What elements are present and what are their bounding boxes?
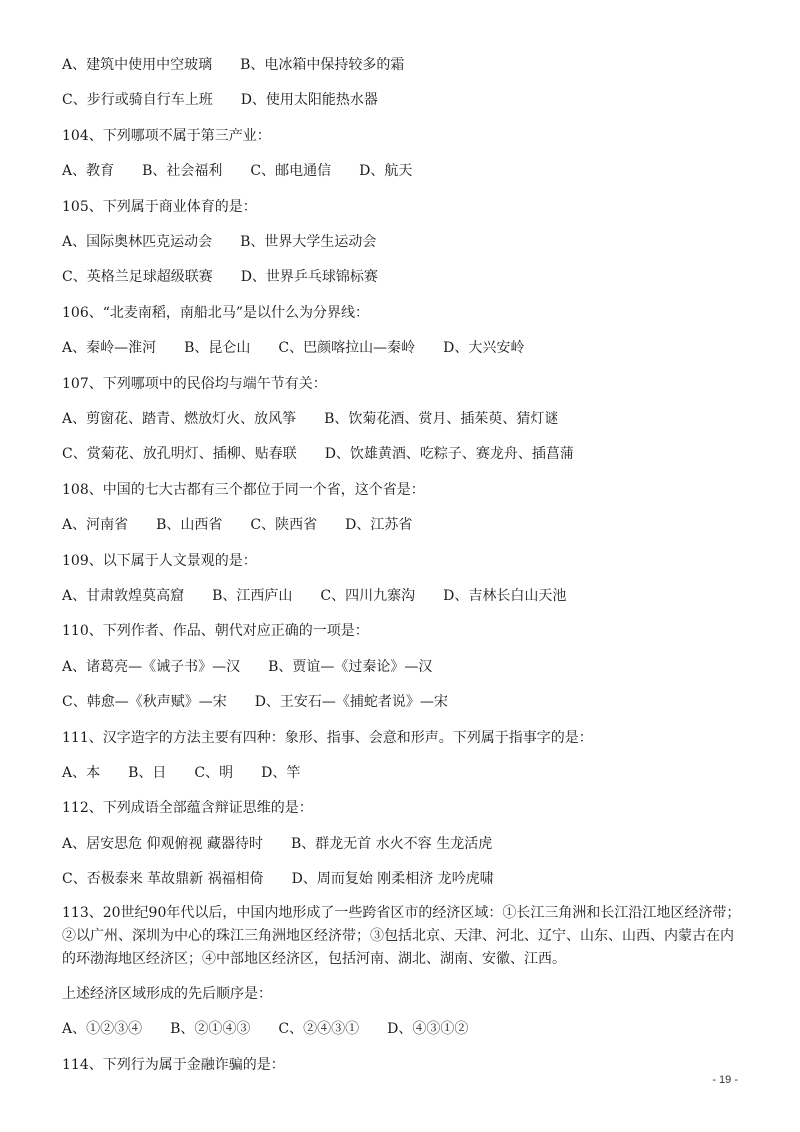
q112-stem: 112、下列成语全部蕴含辩证思维的是： xyxy=(62,800,313,816)
q105-stem: 105、下列属于商业体育的是： xyxy=(62,199,257,215)
page-number: - 19 - xyxy=(712,1074,738,1086)
q104-options: A、教育 B、社会福利 C、邮电通信 D、航天 xyxy=(62,163,413,179)
q114-stem: 114、下列行为属于金融诈骗的是： xyxy=(62,1057,285,1073)
q113-stem: 113、20世纪90年代以后，中国内地形成了一些跨省区市的经济区域：①长江三角洲和长江沿江地区经济带；②以广州、深圳为中心的珠江三角洲地区经济带；③包括北京、天津、河北、辽宁、山东、山西、内蒙古在内的环渤海地区经济区；④中部地区经济区，包括河南、湖北、湖南、安徽、江西。 xyxy=(62,905,741,967)
q104-stem: 104、下列哪项不属于第三产业： xyxy=(62,128,271,144)
q105-options-cd: C、英格兰足球超级联赛 D、世界乒乓球锦标赛 xyxy=(62,269,378,285)
q106-stem: 106、“北麦南稻，南船北马”是以什么为分界线： xyxy=(62,305,370,321)
q106-options: A、秦岭—淮河 B、昆仑山 C、巴颜喀拉山—秦岭 D、大兴安岭 xyxy=(62,340,525,356)
q110-options-ab: A、诸葛亮—《诫子书》—汉 B、贾谊—《过秦论》—汉 xyxy=(62,659,433,675)
q113-question: 上述经济区域形成的先后顺序是： xyxy=(62,986,272,1002)
q113-options: A、①②③④ B、②①④③ C、②④③① D、④③①② xyxy=(62,1021,469,1037)
q103-options-ab: A、建筑中使用中空玻璃 B、电冰箱中保持较多的霜 xyxy=(62,57,405,73)
q107-options-cd: C、赏菊花、放孔明灯、插柳、贴春联 D、饮雄黄酒、吃粽子、赛龙舟、插菖蒲 xyxy=(62,446,574,462)
q108-stem: 108、中国的七大古都有三个都位于同一个省，这个省是： xyxy=(62,482,425,498)
q109-stem: 109、以下属于人文景观的是： xyxy=(62,553,257,569)
q103-options-cd: C、步行或骑自行车上班 D、使用太阳能热水器 xyxy=(62,92,378,108)
q111-options: A、本 B、日 C、明 D、竿 xyxy=(62,765,301,781)
q105-options-ab: A、国际奥林匹克运动会 B、世界大学生运动会 xyxy=(62,234,377,250)
q111-stem: 111、汉字造字的方法主要有四种：象形、指事、会意和形声。下列属于指事字的是： xyxy=(62,730,593,746)
q108-options: A、河南省 B、山西省 C、陕西省 D、江苏省 xyxy=(62,517,413,533)
q110-stem: 110、下列作者、作品、朝代对应正确的一项是： xyxy=(62,623,369,639)
q110-options-cd: C、韩愈—《秋声赋》—宋 D、王安石—《捕蛇者说》—宋 xyxy=(62,694,448,710)
q109-options: A、甘肃敦煌莫高窟 B、江西庐山 C、四川九寨沟 D、吉林长白山天池 xyxy=(62,588,567,604)
q112-options-cd: C、否极泰来 革故鼎新 祸福相倚 D、周而复始 刚柔相济 龙吟虎啸 xyxy=(62,871,494,887)
q107-options-ab: A、剪窗花、踏青、燃放灯火、放风筝 B、饮菊花酒、赏月、插茱萸、猜灯谜 xyxy=(62,411,559,427)
q107-stem: 107、下列哪项中的民俗均与端午节有关： xyxy=(62,376,327,392)
q112-options-ab: A、居安思危 仰观俯视 藏器待时 B、群龙无首 水火不容 生龙活虎 xyxy=(62,836,493,852)
